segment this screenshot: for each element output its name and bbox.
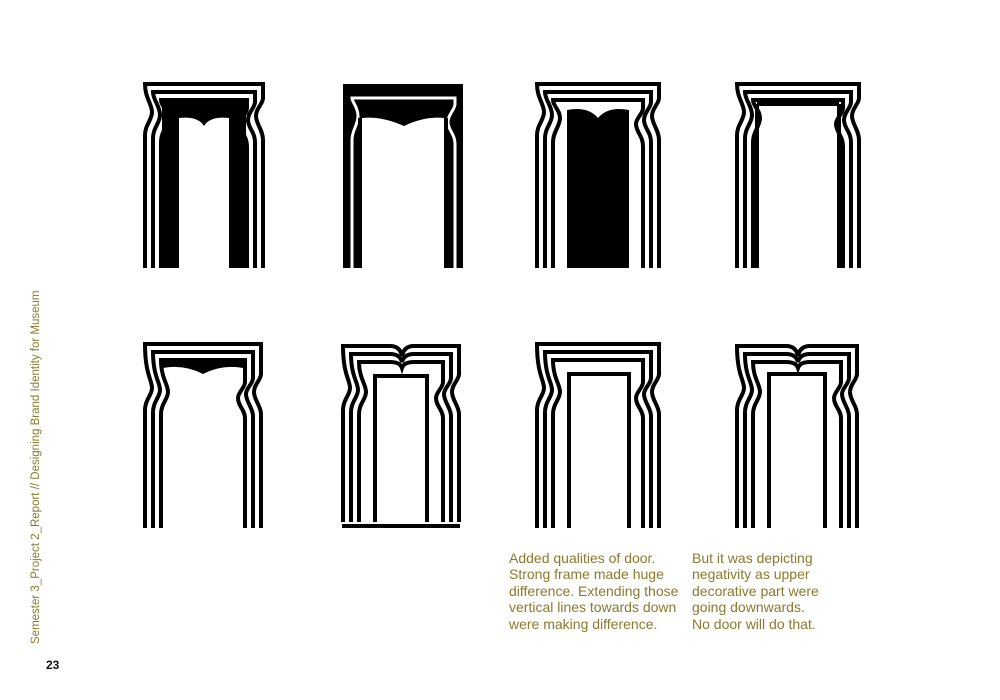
page-number: 23 [46,658,60,672]
door-sketch-2 [343,84,463,268]
door-sketch-4 [737,84,859,268]
door-sketch-1 [145,84,263,268]
door-sketch-8 [737,346,857,528]
door-sketch-3 [537,84,659,268]
caption-right: But it was depicting negativity as upper decorative part were going downwards. No door will do that. [692,550,819,632]
door-sketch-7 [537,344,659,528]
door-sketch-5 [145,344,261,528]
door-sketch-6 [342,346,460,526]
caption-left: Added qualities of door. Strong frame made huge difference. Extending those vertical lines towards down were making difference. [509,550,679,632]
document-running-title: Semester 3_Project 2_Report // Designing Brand Identity for Museum [30,290,42,644]
